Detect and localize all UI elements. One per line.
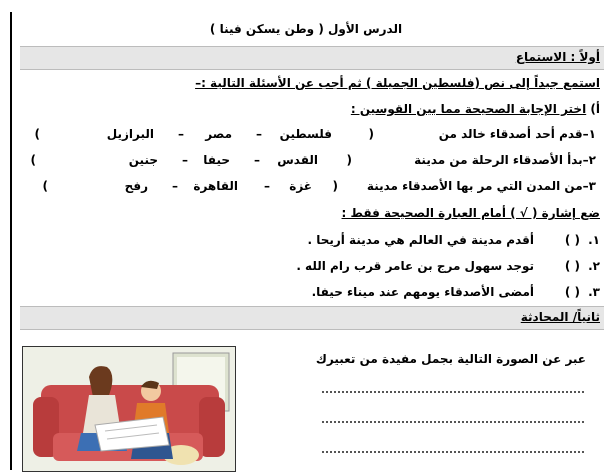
paren-close: ) [34,127,40,141]
statement-text: توجد سهول مرج بن عامر قرب رام الله . [296,259,534,273]
separator: – [256,127,262,141]
answer-line[interactable] [322,450,584,453]
listening-instruction: استمع جيداً إلى نص (فلسطين الجميلة ) ثم أجب عن الأسئلة التالية :– [195,76,600,90]
section-listening-bar [20,46,604,70]
statement-row [20,259,604,279]
part-a-heading [351,102,600,116]
separator: – [264,179,270,193]
option-2: حيفا [203,153,230,167]
page-border [10,12,12,470]
question-text: ٢–بدأ الأصدقاء الرحلة من مدينة [414,153,596,167]
separator: – [182,153,188,167]
part-a-letter: أ) [590,102,600,116]
part-b-label: ضع إشارة ( √ ) أمام العبارة الصحيحة فقط : [341,206,600,220]
section-listening-heading: أولاً : الاستماع [515,50,600,64]
illustration-svg [23,347,235,471]
statement-text: أقدم مدينة في العالم هي مدينة أريحا . [307,233,534,247]
question-row [20,179,604,199]
lesson-title: الدرس الأول ( وطن يسكن فينا ) [209,22,403,36]
separator: – [172,179,178,193]
section-conversation-heading: ثانياً/ المحادثة [520,310,600,324]
answer-paren[interactable]: ( ) [564,259,580,273]
statement-row [20,285,604,305]
statement-row [20,233,604,253]
option-3: جنين [128,153,158,167]
conversation-prompt: عبر عن الصورة التالية بجمل مفيدة من تعبيرك [315,352,586,366]
paren-close: ) [42,179,48,193]
paren-open: ( [332,179,338,193]
option-3: البرازيل [106,127,154,141]
question-text: ١–قدم أحد أصدقاء خالد من [438,127,596,141]
answer-paren[interactable]: ( ) [564,285,580,299]
option-3: رفح [124,179,148,193]
question-row [20,153,604,173]
paren-open: ( [346,153,352,167]
statement-number: ١. [588,233,600,247]
statement-number: ٣. [588,285,600,299]
answer-line[interactable] [322,420,584,423]
option-1: غزة [289,179,312,193]
answer-paren[interactable]: ( ) [564,233,580,247]
paren-close: ) [30,153,36,167]
question-row [20,127,604,147]
statement-number: ٢. [588,259,600,273]
part-a-label: اختر الإجابة الصحيحة مما بين القوسين : [350,102,587,116]
option-1: القدس [277,153,318,167]
section-conversation-bar [20,306,604,330]
separator: – [178,127,184,141]
answer-line[interactable] [322,390,584,393]
statement-text: أمضى الأصدقاء يومهم عند ميناء حيفا. [311,285,534,299]
option-1: فلسطين [279,127,332,141]
children-reading-illustration [22,346,236,472]
separator: – [254,153,260,167]
question-text: ٣–من المدن التي مر بها الأصدقاء مدينة [366,179,596,193]
paren-open: ( [368,127,374,141]
option-2: القاهرة [193,179,238,193]
option-2: مصر [205,127,232,141]
